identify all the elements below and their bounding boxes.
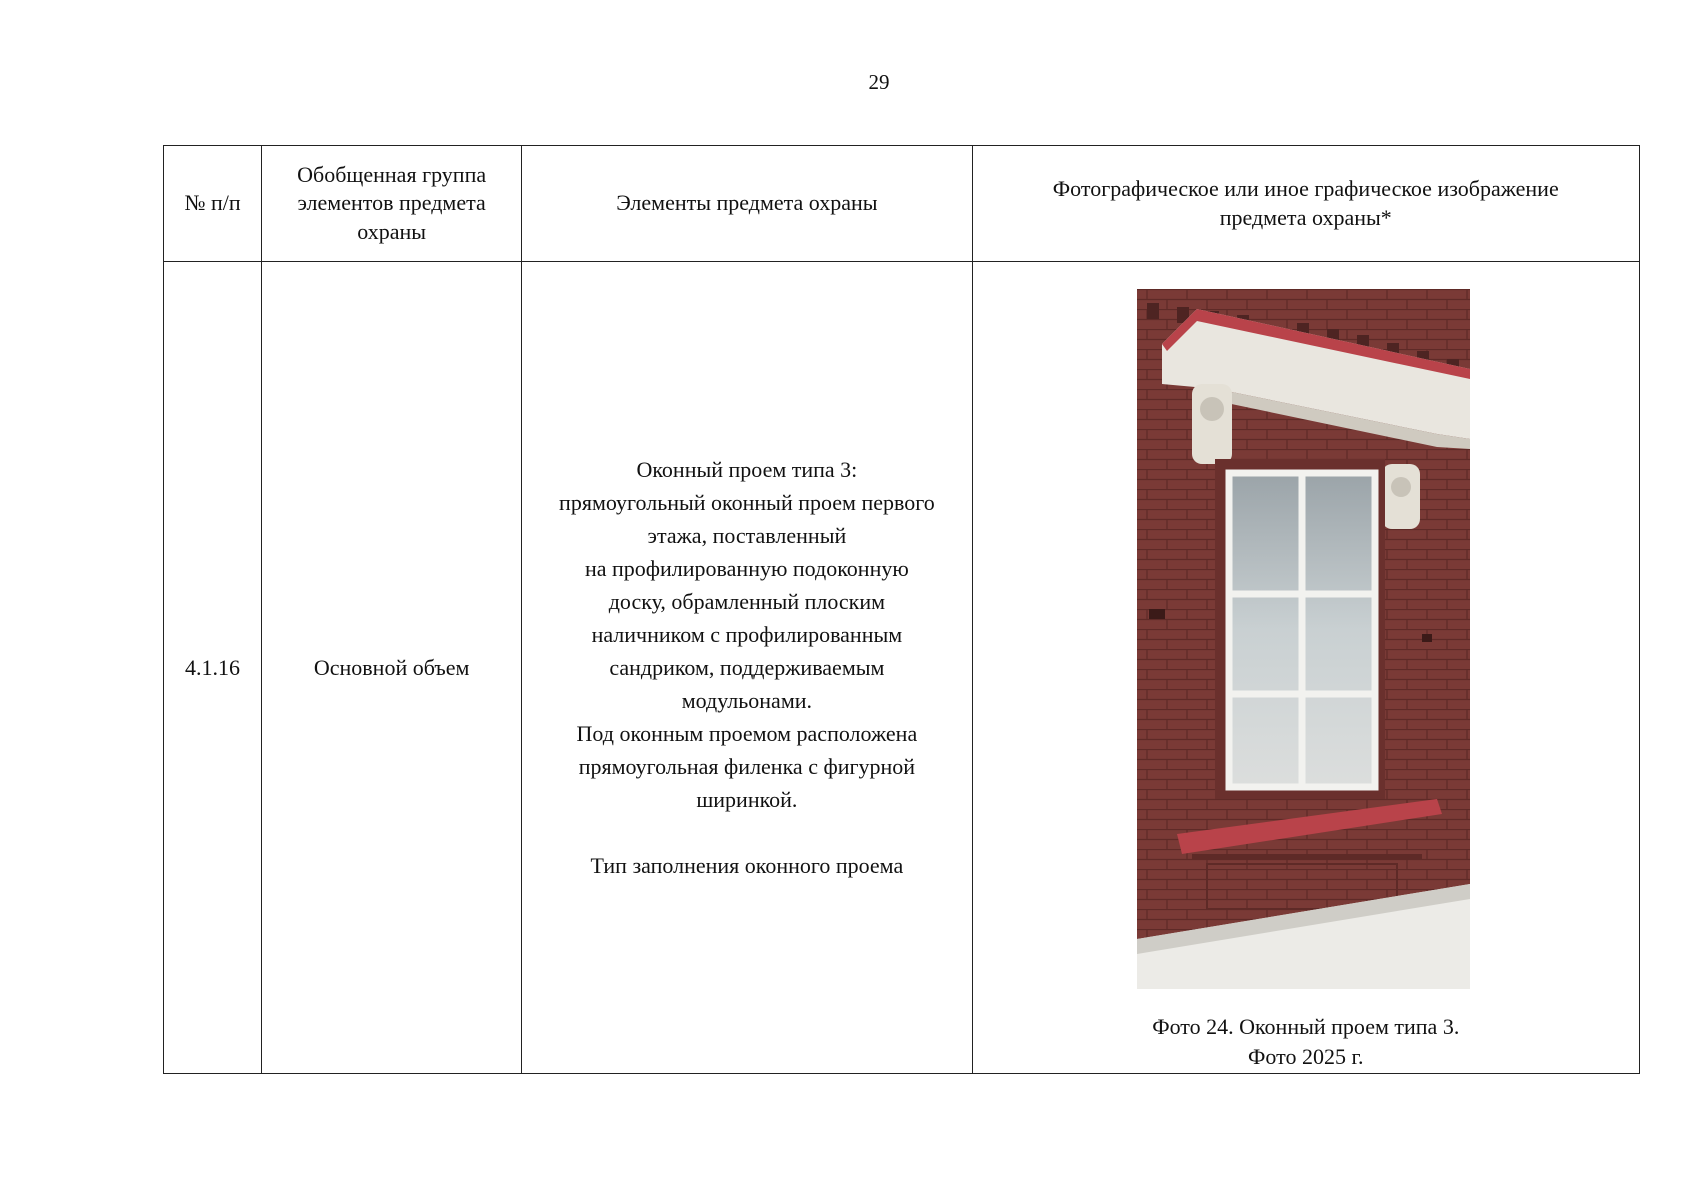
row-group: Основной объем (262, 262, 522, 1074)
photo-caption-title: Фото 24. Оконный проем типа 3. (1152, 1014, 1460, 1039)
table-header-row (164, 146, 1640, 262)
window-photo (1137, 289, 1470, 989)
row-elements (522, 262, 972, 1074)
page-number: 29 (868, 70, 890, 94)
row-photo-cell (972, 262, 1639, 1074)
header-photo: Фотографическое или иное графическое изображение предмета охраны* (972, 146, 1639, 262)
header-group: Обобщенная группа элементов предмета охраны (262, 146, 522, 262)
photo-caption (973, 1012, 1639, 1071)
row-number: 4.1.16 (164, 262, 262, 1074)
protection-table (163, 145, 1640, 1074)
header-elements: Элементы предмета охраны (522, 146, 972, 262)
row-elements-text: Оконный проем типа 3: прямоугольный оконный проем первого этажа, поставленный на профилированную подоконную доску, обрамленный плоским наличником с профилированным сандриком, поддерживаемым модульонами. Под оконным проемом расположена прямоугольная филенка с фигурной ширинкой. Тип заполнения оконного проема (559, 457, 935, 878)
photo-caption-year: Фото 2025 г. (1248, 1043, 1364, 1069)
table-row (164, 262, 1640, 1074)
header-number: № п/п (164, 146, 262, 262)
